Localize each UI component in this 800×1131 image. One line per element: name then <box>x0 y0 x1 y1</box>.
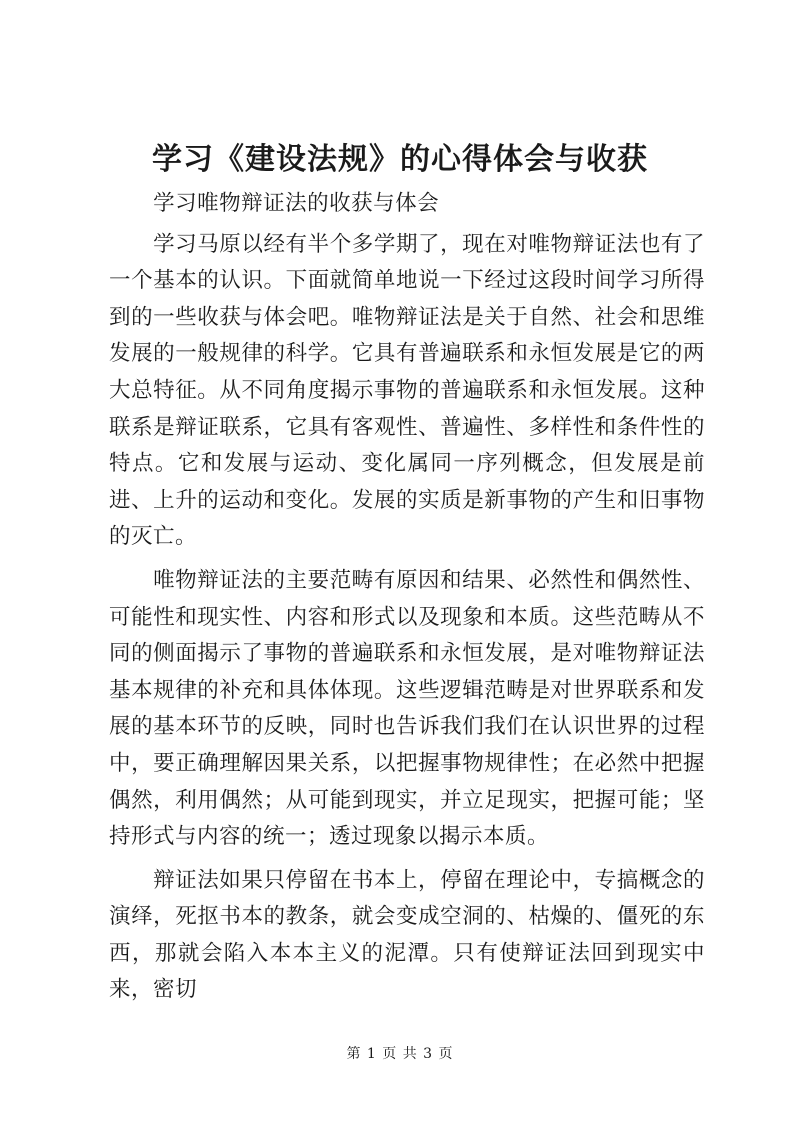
page-number-footer: 第 1 页 共 3 页 <box>346 1046 454 1062</box>
document-title: 学习《建设法规》的心得体会与收获 <box>152 142 648 177</box>
paragraph-3: 辩证法如果只停留在书本上，停留在理论中，专搞概念的演绎，死抠书本的教条，就会变成空洞的、枯燥的、僵死的东西，那就会陷入本本主义的泥潭。只有使辩证法回到现实中来，密切 <box>109 867 705 1003</box>
document-subtitle: 学习唯物辩证法的收获与体会 <box>153 191 440 216</box>
document-body <box>109 186 705 1016</box>
paragraph-2: 唯物辩证法的主要范畴有原因和结果、必然性和偶然性、可能性和现实性、内容和形式以及现象和本质。这些范畴从不同的侧面揭示了事物的普遍联系和永恒发展，是对唯物辩证法基本规律的补充和具体体现。这些逻辑范畴是对世界联系和发展的基本环节的反映，同时也告诉我们我们在认识世界的过程中，要正确理解因果关系，以把握事物规律性；在必然中把握偶然，利用偶然；从可能到现实，并立足现实，把握可能；坚持形式与内容的统一；透过现象以揭示本质。 <box>109 567 705 850</box>
paragraph-1: 学习马原以经有半个多学期了，现在对唯物辩证法也有了一个基本的认识。下面就简单地说一下经过这段时间学习所得到的一些收获与体会吧。唯物辩证法是关于自然、社会和思维发展的一般规律的科学。它具有普遍联系和永恒发展是它的两大总特征。从不同角度揭示事物的普遍联系和永恒发展。这种联系是辩证联系，它具有客观性、普遍性、多样性和条件性的特点。它和发展与运动、变化属同一序列概念，但发展是前进、上升的运动和变化。发展的实质是新事物的产生和旧事物的灭亡。 <box>109 231 705 550</box>
